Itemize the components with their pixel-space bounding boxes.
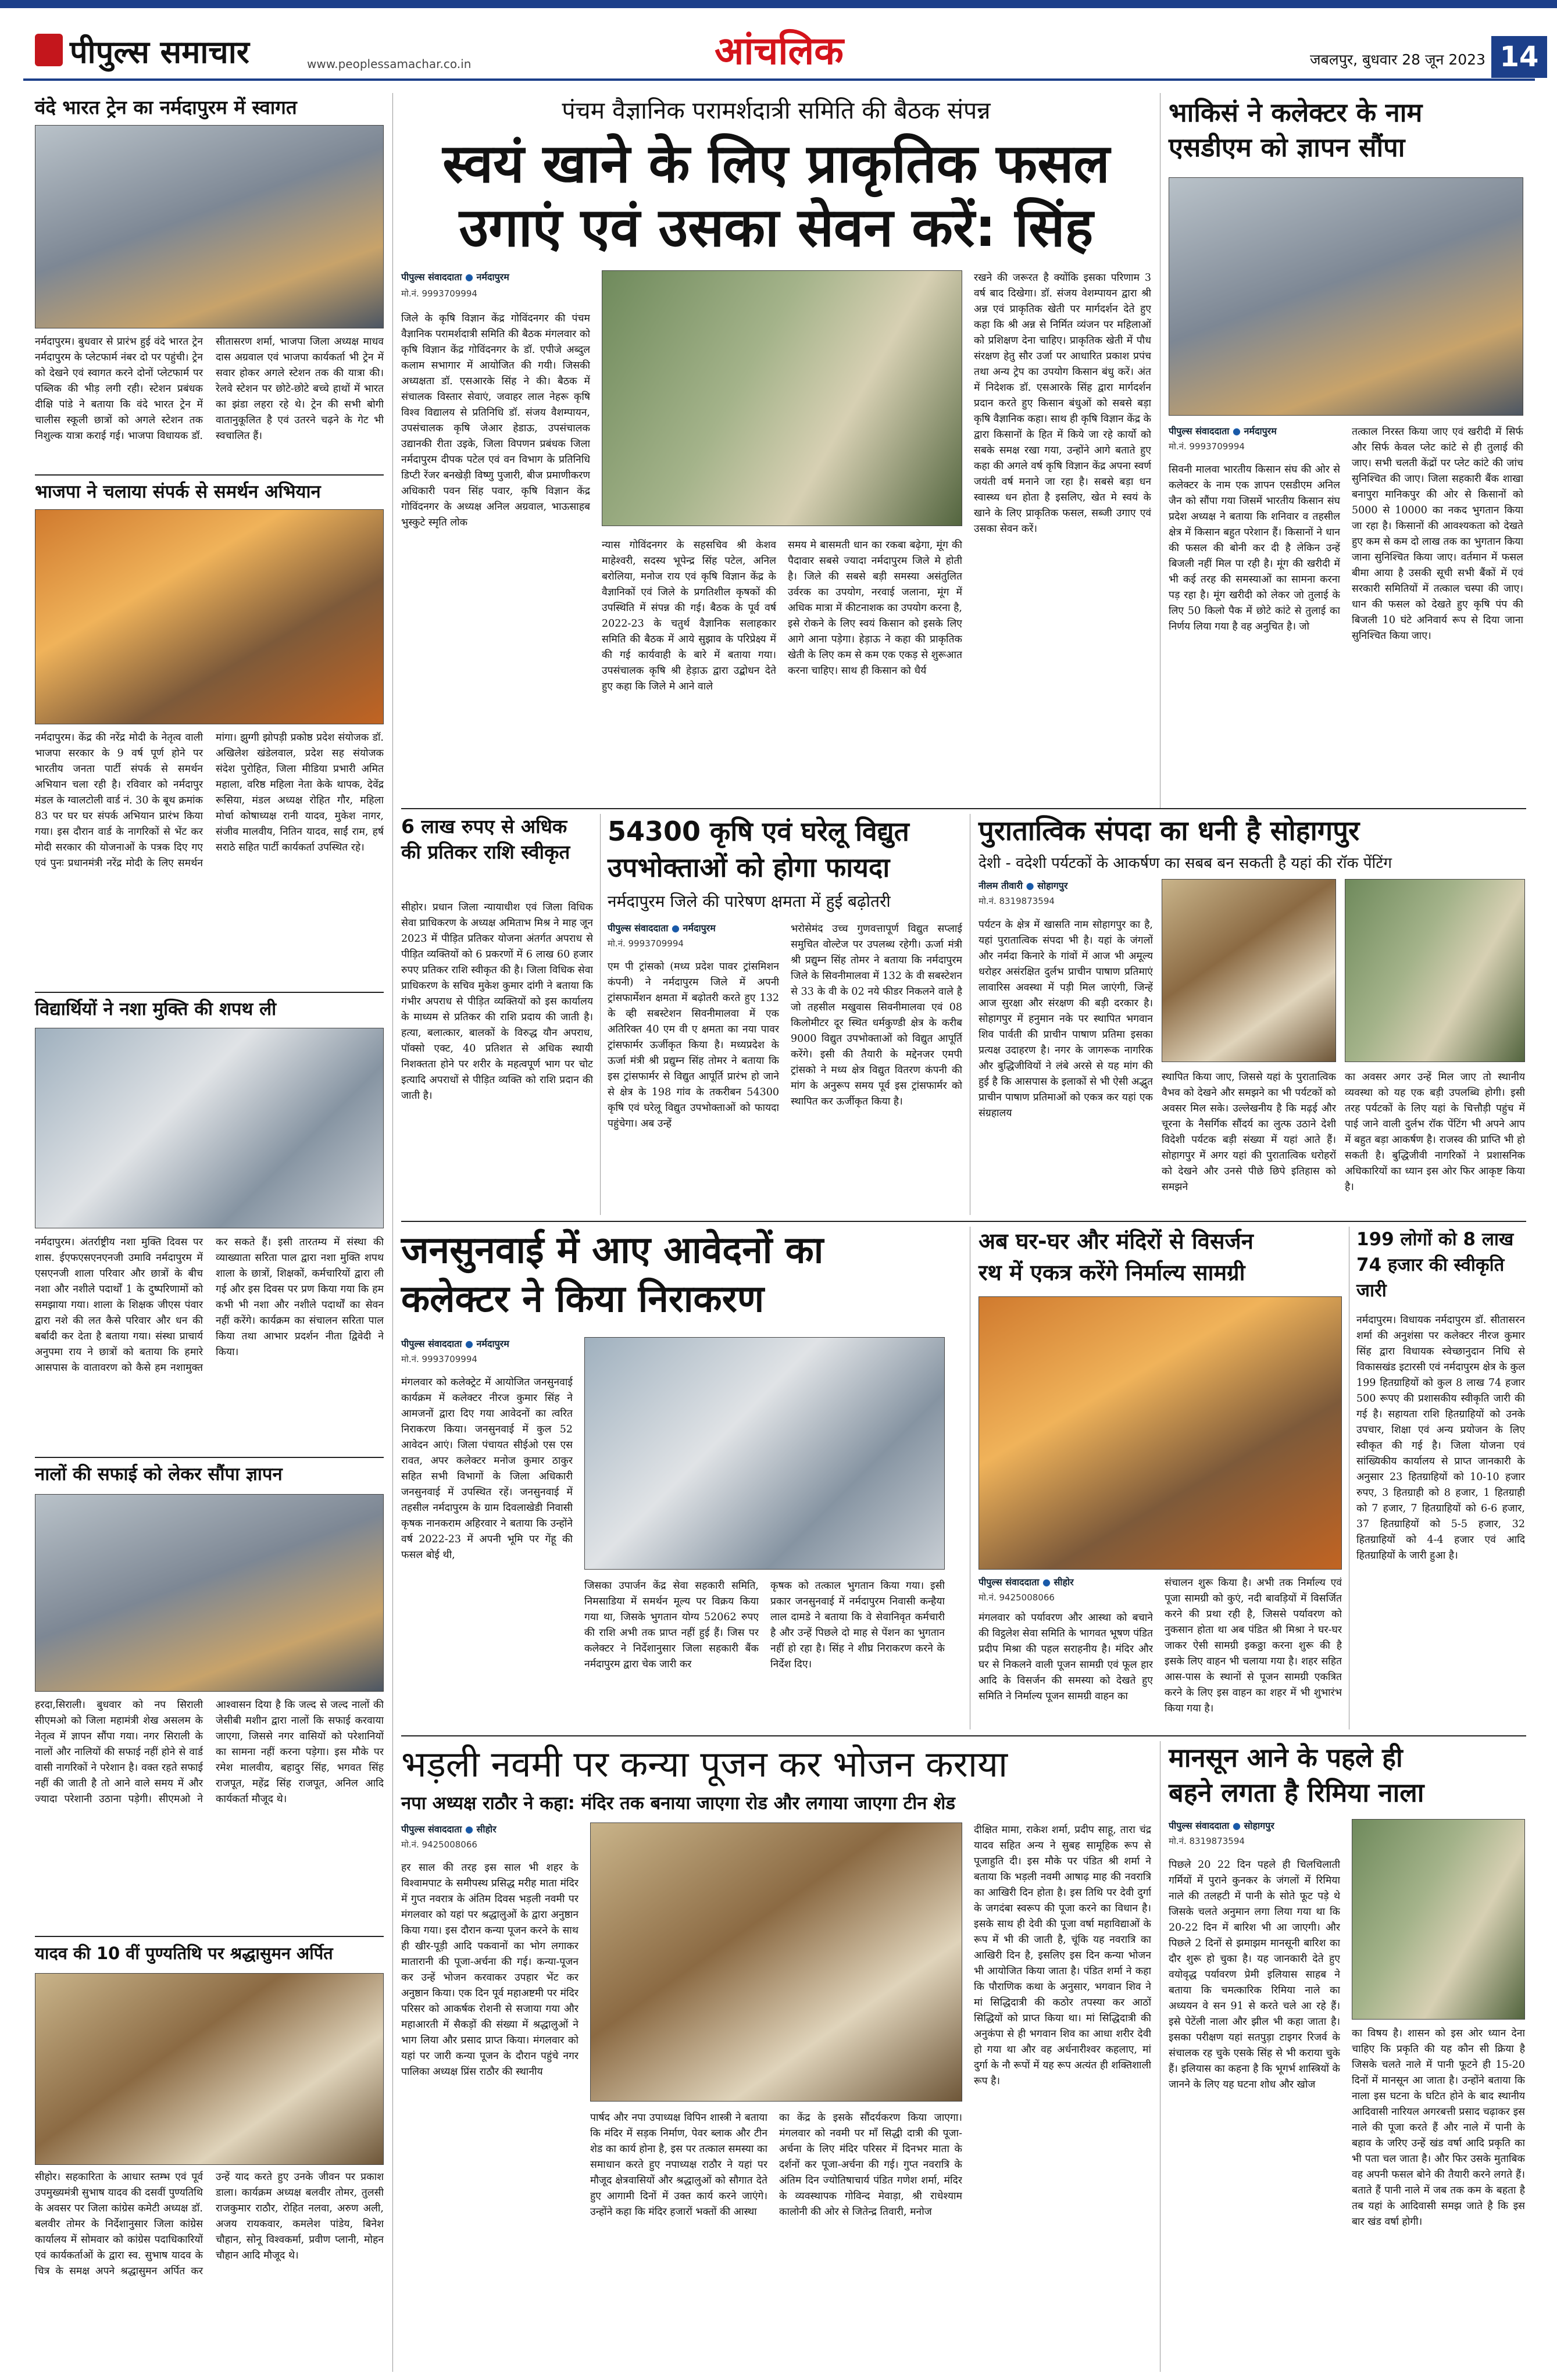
rule-5 — [401, 808, 1526, 809]
yadav-story — [35, 1942, 384, 2372]
rule-6 — [401, 1221, 1526, 1222]
bjp-story — [35, 480, 384, 986]
byline-name: पीपुल्स संवाददाता — [401, 1824, 462, 1835]
byline-dot-icon: ● — [465, 271, 473, 283]
monsoon-headline-1: मानसून आने के पहले ही — [1169, 1742, 1403, 1773]
heritage-sculpture-photo — [1162, 879, 1336, 1062]
compensation-body: सीहोर। प्रधान जिला न्यायाधीश एवं जिला विधिक सेवा प्राधिकरण के अध्यक्ष अमिताभ मिश्र ने माह जून 2023 में पीड़ित प्रतिकर योजना अंतर्गत अपराध से पीड़ित व्यक्तियों को 6 प्रकरणों में 6 लाख 60 हजार रुपए प्रतिकर राशि स्वीकृत की है। जिला विधिक सेवा प्राधिकरण के सचिव मुकेश कुमार दांगी ने बताया कि गंभीर अपराध से पीड़ित व्यक्तियों को इस कार्यालय के माध्यम से प्रतिकर की राशि प्रदाय की जाती है। हत्या, बलात्कार, बालकों के विरुद्ध यौन अपराध, पॉक्सो एक्ट, 40 प्रतिशत से अधिक स्थायी निशक्तता होने पर शरीर के महत्वपूर्ण भाग पर चोट इत्यादि अपराधों से पीड़ित व्यक्ति को राशि प्रदान की जाती है। — [401, 902, 593, 1102]
bjp-body: नर्मदापुरम। केंद्र की नरेंद्र मोदी के नेतृत्व वाली भाजपा सरकार के 9 वर्ष पूर्ण होने पर भारतीय जनता पार्टी संपर्क से समर्थन अभियान चला रही है। रविवार को नर्मदापुर मंडल के ग्वालटोली वार्ड नं. 30 के बूथ क्रमांक 83 पर घर घर संपर्क अभियान प्रारंभ किया गया। इस दौरान वार्ड के नागरिकों से भेंट कर मोदी सरकार की योजनाओं के पत्रक दिए गए एवं पुनः प्रधानमंत्री नरेंद्र मोदी के लिए समर्थन मांगा। झुग्गी झोपड़ी प्रकोष्ठ प्रदेश संयोजक डॉ. अखिलेश खंडेलवाल, प्रदेश सह संयोजक संदेश पुरोहित, जिला मीडिया प्रभारी अमित महाला, वरिष्ठ महिला नेता केके थापक, देवेंद्र रूसिया, मंडल अध्यक्ष रोहित गौर, महिला मोर्चा कोषाध्यक्ष रानी यादव, मुकेश नागर, संजीव मालवीय, नितिन यादव, साईं राम, हर्ष सराठे सहित पार्टी कार्यकर्ता उपस्थित रहे। — [35, 732, 384, 869]
electric-mobile: मो.नं. 9993709994 — [608, 938, 684, 949]
immersion-body-a: मंगलवार को पर्यावरण और आस्था को बचाने की विट्ठलेश सेवा समिति के भागवत भूषण पंडित प्रदीप मिश्रा की पहल सराहनीय है। मंदिर और घर से निकलने वाली पूजन सामग्री एवं फूल हार आदि के विसर्जन की समस्या को देखते हुए समिति ने निर्माल्य पूजन सामग्री वाहन का — [979, 1612, 1153, 1702]
main-byline — [401, 270, 593, 299]
drains-story — [35, 1463, 384, 1945]
vande-body: नर्मदापुरम। बुधवार से प्रारंभ हुई वंदे भारत ट्रेन नर्मदापुरम के प्लेटफार्म नंबर दो पर पहुंची। ट्रेन को देखने एवं स्वागत करने दोनों प्लेटफार्म पर पब्लिक की भीड़ लगी रही। स्टेशन प्रबंधक दीक्षि पांडे ने बताया कि वंदे भारत ट्रेन में चालीस स्कूली छात्रों को अगले स्टेशन तक निशुल्क यात्रा कराई गई। भाजपा विधायक डॉ. सीतासरण शर्मा, भाजपा जिला अध्यक्ष माधव दास अग्रवाल एवं भाजपा कार्यकर्ता भी ट्रेन में सवार होकर अगले स्टेशन तक की यात्रा की। रेलवे स्टेशन पर छोटे-छोटे बच्चे हाथों में भारत का झंडा लहरा रहे थे। ट्रेन की सभी बोगी वातानुकूलित है एवं उतरने चढ़ने के गेट भी स्वचालित हैं। — [35, 336, 384, 442]
byline-place: सोहागपुर — [1037, 880, 1068, 891]
immersion-headline-2: रथ में एकत्र करेंगे निर्माल्य सामग्री — [979, 1260, 1245, 1285]
electric-body-b: भरोसेमंद उच्च गुणवत्तापूर्ण विद्युत सप्लाई समुचित वोल्टेज पर उपलब्ध रहेगी। ऊर्जा मंत्री श्री प्रद्युम्न सिंह तोमर ने बताया कि नर्मदापुरम जिले के सिवनीमालवा में 132 के वी सबस्टेशन से 33 के वी के 02 नये फीडर निकलने वाले है जो तहसील मखुवास सिवनीमालवा एवं 08 किलोमीटर दूर स्थित धर्मकुण्डी क्षेत्र के करीब 9000 विद्युत उपभोक्ताओं को विद्युत आपूर्ति करेंगे। इसी की तैयारी के मद्देनजर एमपी ट्रांसको ने मध्य क्षेत्र विद्युत वितरण कंपनी की मांग के अनुरूप समय पूर्व इस ट्रांसफार्मर को स्थापित कर ऊर्जीकृत किया है। — [791, 923, 962, 1107]
hearing-body-a: मंगलवार को कलेक्ट्रेट में आयोजित जनसुनवाई कार्यक्रम में कलेक्टर नीरज कुमार सिंह ने आमजनों द्वारा दिए गया आवेदनों का त्वरित निराकरण किया। जनसुनवाई में कुल 52 आवेदन आएं। जिला पंचायत सीईओ एस एस रावत, अपर कलेक्टर मनोज कुमार ठाकुर सहित सभी विभागों के जिला अधिकारी जनसुनवाई में उपस्थित रहें। जनसुनवाई में तहसील नर्मदापुरम के ग्राम दिवलाखेडी निवासी कृषक नानकराम अहिरवार ने बताया कि उन्होंने वर्ष 2022-23 में अपनी भूमि पर गेंहू की फसल बोई थी, — [401, 1377, 573, 1561]
students-headline: विद्यार्थियों ने नशा मुक्ति की शपथ ली — [35, 999, 277, 1020]
rule-1 — [35, 474, 384, 476]
approval-headline: 199 लोगों को 8 लाख 74 हजार की स्वीकृति जारी — [1356, 1229, 1514, 1301]
heritage-story — [979, 814, 1525, 1215]
immersion-body-b: संचालन शुरू किया है। अभी तक निर्माल्य एवं पूजा सामग्री को कुएं, नदी बावड़ियों में विसर्जित करने की प्रथा रही है, जिससे पर्यावरण को नुकसान होता था अब पंडित श्री मिश्रा ने घर-घर जाकर ऐसी सामग्री इकठ्ठा करना शुरू की है इसके लिए वाहन भी चलाया गया है। शहर सहित आस-पास के स्थानों से पूजन सामग्री एकत्रित करने के लिए इस वाहन का शहर में भी शुभारंभ किया गया है। — [1165, 1577, 1342, 1714]
students-story — [35, 998, 384, 1451]
byline-name: पीपुल्स संवाददाता — [401, 271, 462, 283]
hearing-headline-1: जनसुनवाई में आए आवेदनों का — [401, 1229, 824, 1272]
vande-headline: वंदे भारत ट्रेन का नर्मदापुरम में स्वागत — [35, 96, 297, 119]
electric-byline — [608, 921, 782, 949]
bjp-photo — [35, 509, 384, 724]
monsoon-body-a: पिछले 20 22 दिन पहले ही चिलचिलाती गर्मियों में पुराने कुनकर के जंगलों में रिमिया नाले की तलहटी में पानी के सोते फूट पड़े थे जिसके चलते अनुमान लगा लिया गया था कि 20-22 दिन में बारिश भी आ जाएगी। और पिछले 2 दिनों से झमाझम मानसूनी बारिश का दौर शुरू हो चुका है। यह जानकारी देते हुए वयोवृद्ध पर्यावरण प्रेमी इलियास साहब ने बताया कि चमत्कारिक रिमिया नाले का अध्ययन वे सन 91 से करते चले आ रहे हैं। इसे पेटेंली नाला और झील भी कहा जाता है। इसका परीक्षण यहां सतपुड़ा टाइगर रिजर्व के संचालक रह चुके एसके सिंह से भी कराया चुके हैं। इलियास का कहना है कि भूगर्भ शास्त्रियों के जानने के लिए यह घटना शोध और खोज — [1169, 1859, 1340, 2090]
main-body-b: न्यास गोविंदनगर के सहसचिव श्री केशव माहेश्वरी, सदस्य भूपेन्द्र सिंह पटेल, अनिल बरोलिया, मनोज राय एवं कृषि विज्ञान केंद्र के वैज्ञानिकों एवं जिले के प्रगतिशील कृषकों की उपस्थिति में संपन्न की गई। बैठक के पूर्व वर्ष 2022-23 के चतुर्थ वैज्ञानिक सलाहकार समिति की बैठक में आये सुझाव के परिप्रेक्ष्य में की गई कार्यवाही के बारे में बताया गया। उपसंचालक कृषि श्री हेड़ाऊ द्वारा उद्बोधन देते हुए कहा कि जिले मे आने वाले — [602, 539, 776, 692]
main-story — [401, 96, 1151, 805]
hearing-body-c: कृषक को तत्काल भुगतान किया गया। इसी प्रकार जनसुनवाई में नर्मदापुरम निवासी कन्हैया लाल दामडे ने बताया कि वे सेवानिवृत कर्मचारी है और उन्हें पिछले दो माह से पेंशन का भुगतान नहीं हो रहा है। सिंह ने शीघ्र निराकरण करने के निर्देश दिए। — [770, 1580, 945, 1670]
navami-headline: भड़ली नवमी पर कन्या पूजन कर भोजन कराया — [401, 1743, 1008, 1785]
hearing-story — [401, 1227, 945, 1729]
logo-badge-icon — [35, 34, 63, 66]
navami-mobile: मो.नं. 9425008066 — [401, 1839, 477, 1850]
bhakisan-body-b: तत्काल निरस्त किया जाए एवं खरीदी में सिर्फ और सिर्फ केवल प्लेट कांटे से ही तुलाई की जाए। सभी चलती केंद्रों पर प्लेट कांटे की जांच सुनिश्चित की जाए। जिला सहकारी बैंक शाखा बनापुरा मानिकपुर की ओर से किसानों को 5000 से 10000 का नकद भुगतान किया जा रहा है। किसानों की आवश्यकता को देखते हुए कम से कम दो लाख तक का भुगतान किया जाना सुनिश्चित किया जाए। वर्तमान में फसल बीमा आया है उसकी सूची सभी बैंकों में एवं सरकारी समितियों में तत्काल चस्पा की जाए। धान की फसल को देखते हुए कृषि पंप की बिजली 10 घंटे अनिवार्य रूप से दिया जाना सुनिश्चित किया जाए। — [1352, 426, 1523, 642]
main-body-c: समय मे बासमती धान का रकबा बढ़ेगा, मूंग की पैदावार सबसे ज्यादा नर्मदापुरम जिले मे होती है। जिले की सबसे बड़ी समस्या असंतुलित उर्वरक का उपयोग, नरवाई जलाना, मूंग में अधिक मात्रा में कीटनाशक का उपयोग करना है, इसे रोकने के लिए स्वयं किसान को इसके लिए आगे आना पड़ेगा। हेड़ाऊ ने कहा की प्राकृतिक खेती के लिए कम से कम एक एकड़ से शुरूआत करना चाहिए। साथ ही किसान को धैर्य — [788, 539, 962, 677]
hearing-mobile: मो.नं. 9993709994 — [401, 1354, 477, 1364]
electric-headline-1: 54300 कृषि एवं घरेलू विद्युत — [608, 816, 909, 847]
compensation-story — [401, 814, 593, 1215]
electric-subhead: नर्मदापुरम जिले की पारेषण क्षमता में हुई बढ़ोतरी — [608, 892, 891, 911]
heritage-body-b: स्थापित किया जाए, जिससे यहां के पुरातात्विक वैभव को देखने और समझने का भी पर्यटकों को अवसर मिल सके। उल्लेखनीय है कि मढ़ई और चूरना के नैसर्गिक सौंदर्य का लुत्फ उठाने देशी विदेशी पर्यटक बड़ी संख्या में यहां आते हैं। सोहागपुर में अगर यहां की पुरातात्विक धरोहरों को देखने और उनसे पीछे छिपे इतिहास को समझने — [1162, 1071, 1336, 1193]
byline-name: पीपुल्स संवाददाता — [401, 1338, 462, 1349]
electric-headline-2: उपभोक्ताओं को होगा फायदा — [608, 852, 890, 883]
byline-place: सीहोर — [476, 1824, 497, 1835]
rule-7 — [401, 1735, 1526, 1736]
navami-body-c: का केंद्र के इसके सौंदर्यकरण किया जाएगा। मंगलवार को नवमी पर माँ सिद्धी दात्री की पूजा-अर्चना के लिए मंदिर परिसर में दिनभर माता के दर्शनों कर पूजा-अर्चना की गई। गुप्त नवरात्रि के अंतिम दिन ज्योतिषाचार्य पंडित गणेश शर्मा, मंदिर के व्यवस्थापक गोविन्द मेवाड़ा, श्री राधेश्याम कालोनी की ओर से जितेन्द्र तिवारी, मनोज — [779, 2112, 962, 2218]
monsoon-headline-2: बहने लगता है रिमिया नाला — [1169, 1777, 1424, 1808]
byline-name: पीपुल्स संवाददाता — [1169, 426, 1230, 437]
byline-place: नर्मदापुरम — [1244, 426, 1277, 437]
byline-place: नर्मदापुरम — [683, 923, 716, 934]
yadav-photo — [35, 1973, 384, 2165]
byline-name: पीपुल्स संवाददाता — [608, 923, 669, 934]
heritage-subhead: देशी - वदेशी पर्यटकों के आकर्षण का सबब बन सकती है यहां की रॉक पेंटिंग — [979, 855, 1392, 872]
bhakisan-mobile: मो.नं. 9993709994 — [1169, 441, 1245, 452]
heritage-landscape-photo — [1345, 879, 1525, 1062]
hearing-headline-2: कलेक्टर ने किया निराकरण — [401, 1278, 765, 1321]
hearing-body-b: जिसका उपार्जन केंद्र सेवा सहकारी समिति, निमसाडिया में समर्थन मूल्य पर विक्रय किया गया था, जिसके भुगतान योग्य 52062 रुपए की राशि अभी तक प्राप्त नहीं हुई हैं। जिस पर कलेक्टर ने निर्देशानुसार जिला सहकारी बैंक नर्मदापुरम द्वारा चेक जारी कर — [584, 1580, 759, 1670]
navami-body-b: पार्षद और नपा उपाध्यक्ष विपिन शास्त्री ने बताया कि मंदिर में सड़क निर्माण, पेवर ब्लाक और टीन शेड का कार्य होना है, इस पर तत्काल समस्या का समाधान करते हुए नपाध्यक्ष राठौर ने यहां पर मौजूद क्षेत्रवासियों और श्रद्धालुओं को सौगात देते हुए आगामी दिनों में उक्त कार्य करने जाएंगे। उन्होंने कहा कि मंदिर हजारों भक्तों की आस्था — [590, 2112, 767, 2218]
monsoon-photo — [1352, 1819, 1525, 2020]
drains-body: हरदा,सिराली। बुधवार को नप सिराली सीएमओ को जिला महामंत्री शेख असलम के नेतृत्व में ज्ञापन सौंपा गया। नगर सिराली के नालों और नालियों की सफाई नहीं होने से वार्ड वासी नागरिकों ने परेशान है। वक्त रहते सफाई नहीं की जाती है तो आने वाले समय में और ज्यादा परेशानी उठाना पड़ेगी। सीएमओ ने आश्वासन दिया है कि जल्द से जल्द नालों की जेसीबी मशीन द्वारा नालों कि सफाई करवाया जाएगा, जिससे नगर वासियों को परेशानियों का सामना नहीं करना पड़ेगा। इस मौके पर रमेश मालवीय, बहादुर सिंह, भगवत सिंह राजपूत, महेंद्र सिंह राजपूत, अनिल आदि कार्यकर्ता मौजूद थे। — [35, 1699, 384, 1805]
yadav-headline: यादव की 10 वीं पुण्यतिथि पर श्रद्धासुमन अर्पित — [35, 1943, 333, 1963]
bhakisan-story — [1169, 96, 1523, 805]
logo-text: पीपुल्स समाचार — [70, 34, 249, 70]
heritage-byline — [979, 879, 1153, 907]
vande-bharat-story — [35, 96, 384, 468]
masthead — [0, 0, 1557, 81]
heritage-body-c: का अवसर अगर उन्हें मिल जाए तो स्थानीय व्यवस्था को यह एक बड़ी उपलब्धि होगी। इसी तरह पर्यटकों के लिए यहां के चित्तौड़ी पहुंच में पाई जाने वाली दुर्लभ रॉक पेंटिंग भी अपने आप में बहुत बड़ा आकर्षण है। राजस्व की प्राप्ति भी हो सकती है। बुद्धिजीवी नागरिकों ने प्रशासनिक अधिकारियों का ध्यान इस ओर फिर आकृष्ट किया है। — [1345, 1071, 1525, 1193]
byline-dot-icon: ● — [671, 923, 680, 934]
bhakisan-photo — [1169, 177, 1523, 416]
navami-photo — [590, 1822, 962, 2102]
electric-story — [608, 814, 962, 1215]
rule-2 — [35, 992, 384, 993]
monsoon-mobile: मो.नं. 8319873594 — [1169, 1836, 1245, 1846]
main-body-d: रखने की जरूरत है क्योंकि इसका परिणाम 3 वर्ष बाद दिखेगा। डॉ. संजय वेशम्पायन द्वारा श्री अन्न एवं प्राकृतिक खेती पर मार्गदर्शन देते हुए कहा कि श्री अन्न से निर्मित व्यंजन पर महिलाओं को प्रशिक्षण देना चाहिए। प्राकृतिक खेती में पौध संरक्षण हेतु सौर उर्जा पर आधारित प्रकाश प्रपंच तथा अन्य ट्रेप का उपयोग किसान बंधु करें। अंत में निदेशक डॉ. एसआरके सिंह द्वारा मार्गदर्शन प्रदान करते हुए किसान बंधुओं को सबसे बड़ा कृषि वैज्ञानिक कहा। साथ ही कृषि विज्ञान केंद्र के द्वारा किसानों के हित में किये जा रहे कार्यो को सबके समक्ष रखा गया, उन्होंने आगे बताते हुए कहा की अगले वर्ष कृषि विज्ञान केंद्र अपना स्वर्ण जयंती वर्ष मनाने जा रहा है। सबसे बड़ा धन स्वास्थ्य धन होता है इसलिए, खेत मे स्वयं के खाने के लिए प्राकृतिक फसल, सब्जी उगाए एवं उसका सेवन करें। — [974, 272, 1151, 535]
rule-3 — [35, 1457, 384, 1458]
drains-headline: नालों की सफाई को लेकर सौंपा ज्ञापन — [35, 1464, 283, 1485]
approval-body: नर्मदापुरम। विधायक नर्मदापुरम डॉ. सीतासरन शर्मा की अनुशंसा पर कलेक्टर नीरज कुमार सिंह द्वारा विधायक स्वेच्छानुदान निधि से विकासखंड इटारसी एवं नर्मदापुरम क्षेत्र के कुल 199 हितग्राहियों को कुल 8 लाख 74 हजार 500 रूपए की प्रशासकीय स्वीकृति जारी की गई है। सहायता राशि हितग्राहियों को उनके उपचार, शिक्षा एवं अन्य प्रयोजन के लिए स्वीकृत की गई है। जिला योजना एवं सांख्यिकीय कार्यालय से प्राप्त जानकारी के अनुसार 23 हितग्राहियों को 10-10 हजार रुपए, 3 हितग्राही को 8 हजार, 1 हितग्राही को 7 हजार, 7 हितग्राहियों को 6-6 हजार, 37 हितग्राहियों को 5-5 हजार, 32 हितग्राहियों को 4-4 हजार एवं आदि हितग्राहियों के जारी हुआ है। — [1356, 1314, 1525, 1561]
column-divider-3 — [600, 814, 601, 1215]
byline-place: सीहोर — [1054, 1577, 1074, 1588]
main-mobile: मो.नं. 9993709994 — [401, 288, 477, 299]
byline-dot-icon: ● — [1042, 1577, 1051, 1588]
heritage-headline: पुरातात्विक संपदा का धनी है सोहागपुर — [979, 815, 1360, 847]
students-body: नर्मदापुरम। अंतर्राष्ट्रीय नशा मुक्ति दिवस पर शास. ईएफएसएनएनजी उमावि नर्मदापुरम में एसएनजी शाला परिवार और छात्रों के बीच नशा और नशीले पदार्थों 1 के दुष्परिणामों को समझाया गया। शाला के शिक्षक जीएस पंवार द्वारा नशे की लत कैसे परिवार और धन की बर्बादी कर देता है बताया गया। संस्था प्राचार्य अनुपमा राय ने छात्रों को बताया कि हमारे आसपास के वातावरण को कैसे हम नशामुक्त कर सकते हैं। इसी तारतम्य में संस्था की व्याख्याता सरिता पाल द्वारा नशा मुक्ति शपथ शाला के छात्रों, शिक्षकों, कर्मचारियों द्वारा ली गई और इस दिवस पर प्रण किया गया कि हम कभी भी नशा और नशीले पदार्थों का सेवन नहीं करेंगे। कार्यक्रम का संचालन सरिता पाल किया तथा आभार प्रदर्शन नीता द्विवेदी ने किया। — [35, 1237, 384, 1374]
byline-dot-icon: ● — [465, 1824, 473, 1835]
immersion-headline-1: अब घर-घर और मंदिरों से विसर्जन — [979, 1228, 1254, 1254]
column-divider-1 — [392, 93, 393, 2372]
electric-body-a: एम पी ट्रांसको (मध्य प्रदेश पावर ट्रांसमिशन कंपनी) ने नर्मदापुरम जिले में अपनी ट्रांसफार्मेशन क्षमता में बढ़ोतरी करते हुए 132 के व्ही सबस्टेशन सिवनीमालवा में एक अतिरिक्त 40 एम वी ए क्षमता का नया पावर ट्रांसफार्मर ऊर्जीकृत किया है। मध्यप्रदेश के ऊर्जा मंत्री श्री प्रद्युम्न सिंह तोमर ने बताया कि इस ट्रांसफार्मर से विद्युत आपूर्ति प्रारंभ हो जाने से क्षेत्र के 198 गांव के तकरीबन 54300 कृषि एवं घरेलू विद्युत उपभोक्ताओं को फायदा पहुंचेगा। अब उन्हें — [608, 961, 779, 1130]
main-meeting-photo — [602, 270, 962, 526]
masthead-website[interactable]: www.peoplessamachar.co.in — [307, 57, 472, 71]
compensation-headline: 6 लाख रुपए से अधिक की प्रतिकर राशि स्वीकृत — [401, 815, 570, 863]
hearing-photo — [584, 1337, 945, 1570]
bhakisan-headline-2: एसडीएम को ज्ञापन सौंपा — [1169, 132, 1405, 163]
navami-body-d: दीक्षित मामा, राकेश शर्मा, प्रदीप साहू, तारा चंद्र यादव सहित अन्य ने सुबह सामूहिक रूप से पूजाहुति दी। इस मौके पर पंडित श्री शर्मा ने बताया कि भड़ली नवमी आषाढ़ माह की नवरात्रि का आखिरी दिन होता है। इस तिथि पर देवी दुर्गा के जगदंबा स्वरूप की पूजा करने का विधान है। इसके साथ ही देवी की पूजा वर्षा महाविद्याओं के रूप में भी की जाती है, चूंकि यह नवरात्रि का आखिरी दिन है, इसलिए इस दिन कन्या भोजन भी आयोजित किया जाता है। पंडित शर्मा ने कहा कि पौराणिक कथा के अनुसार, भगवान शिव ने मां सिद्धिदात्री की कठोर तपस्या कर आठों सिद्धियों को प्राप्त किया था। मां सिद्धिदात्री की अनुकंपा से ही भगवान शिव का आधा शरीर देवी हो गया था और वह अर्धनारीश्वर कहलाए, मां दुर्गा के नौ रूपों में यह रूप अत्यंत ही शक्तिशाली रूप है। — [974, 1824, 1151, 2087]
byline-dot-icon: ● — [465, 1338, 473, 1349]
main-headline-2: उगाएं एवं उसका सेवन करें: सिंह — [459, 196, 1094, 259]
immersion-photo — [979, 1296, 1342, 1570]
vande-train-photo — [35, 125, 384, 328]
byline-place: नर्मदापुरम — [476, 1338, 509, 1349]
byline-dot-icon: ● — [1232, 426, 1241, 437]
students-photo — [35, 1028, 384, 1228]
heritage-mobile: मो.नं. 8319873594 — [979, 896, 1055, 906]
main-kicker: पंचम वैज्ञानिक परामर्शदात्री समिति की बैठक संपन्न — [562, 97, 991, 124]
drains-photo — [35, 1494, 384, 1692]
navami-byline — [401, 1822, 587, 1850]
masthead-bottom-rule — [23, 78, 1535, 81]
section-title: आंचलिक — [715, 28, 844, 73]
navami-body-a: हर साल की तरह इस साल भी शहर के विश्वामपाट के समीपस्थ प्रसिद्ध मरीह माता मंदिर में गुप्त नवरात्र के अंतिम दिवस भड़ली नवमी पर मंगलवार को यहां पर श्रद्धालुओं के द्वारा अनुष्ठान किया गया। इस दौरान कन्या पूजन करने के साथ ही खीर-पूड़ी आदि पकवानों का भोग लगाकर मातारानी की पूजा-अर्चना की गई। कन्या-पूजन कर उन्हें भोजन करवाकर उपहार भेंट कर अनुष्ठान किया। एक दिन पूर्व महाअष्टमी पर मंदिर परिसर को आकर्षक रोशनी से सजाया गया और महाआरती में सैकड़ों की संख्या में श्रद्धालुओं ने भाग लिया और प्रसाद प्राप्त किया। मंगलवार को यहां पर जारी कन्या पूजन के दौरान पहुंचे नगर पालिका अध्यक्ष प्रिंस राठौर की स्थानीय — [401, 1862, 578, 2078]
bjp-headline: भाजपा ने चलाया संपर्क से समर्थन अभियान — [35, 481, 321, 502]
main-body-a: जिले के कृषि विज्ञान केंद्र गोविंदनगर की पंचम वैज्ञानिक परामर्शदात्री समिति की बैठक मंगलवार को कृषि विज्ञान केंद्र गोविंदनगर के डॉ. एपीजे अब्दुल कलाम सभागार में आयोजित की गयी। जिसकी अध्यक्षता डॉ. एसआरके सिंह ने की। बैठक में संचालक विस्तार सेवाएं, जवाहर लाल नेहरू कृषि विश्व विद्यालय से प्रतिनिधि डॉ. संजय वैशम्पायन, उपसंचालक कृषि जेआर हेडाऊ, उपसंचालक उद्यानकी रीता उइके, जिला विपणन प्रबंधक जिला नर्मदापुरम दीपक पटेल एवं वन विभाग के प्रतिनिधि डिप्टी रेंजर बनखेड़ी विष्णु पुजारी, बीज प्रमाणीकरण अधिकारी पवन सिंह पवार, कृषि विज्ञान केंद्र गोविंदनगर के अध्यक्ष अनिल अग्रवाल, भाऊसाहब भुस्कुटे स्मृति लोक — [401, 313, 590, 528]
masthead-dateline: जबलपुर, बुधवार 28 जून 2023 — [1309, 51, 1485, 68]
monsoon-byline — [1169, 1819, 1349, 1847]
byline-name: पीपुल्स संवाददाता — [1169, 1820, 1230, 1831]
approval-story — [1356, 1227, 1525, 1729]
immersion-byline — [979, 1575, 1153, 1603]
bhakisan-body-a: सिवनी मालवा भारतीय किसान संघ की ओर से कलेक्टर के नाम एक ज्ञापन एसडीएम अनिल जैन को सौंपा गया जिसमें भारतीय किसान संघ प्रदेश अध्यक्ष ने बताया कि शनिवार व तहसील क्षेत्र में किसान बहुत परेशान हैं। किसानों ने धान की फसल की बोनी कर दी है लेकिन उन्हें बिजली नहीं मिल पा रही है। मूंग की खरीदी में भी कई तरह की समस्याओं का सामना करना पड़ रहा है। मूंग खरीदी को लेकर जो तुलाई के लिए 50 किलो पैक में छोटे कांटे से तुलाई का निर्णय लिया गया है वह अनुचित है। जो — [1169, 464, 1340, 632]
monsoon-body-b: का विषय है। शासन को इस ओर ध्यान देना चाहिए कि प्रकृति की यह कौन सी क्रिया है जिसके चलते नाले में पानी फूटने ही 15-20 दिनों में मानसून आ जाता है। उन्होंने बताया कि नाला इस घटना के घटित होने के बाद स्थानीय आदिवासी नारियल अगरबत्ती प्रसाद चढ़ाकर इस नाले की पूजा करते हैं और नाले में पानी के बहाव के जरिए उन्हें खंड वर्षा आदि प्रकृति का भी पता चल जाता है। और फिर उसके मुताबिक वह अपनी फसल बोने की तैयारी करने लगते हैं। बताते हैं पानी नाले में जब तक कम के बहता है तब यहां के आदिवासी समझ जाते है कि इस बार खंड वर्षा होगी। — [1352, 2028, 1525, 2228]
immersion-story — [979, 1227, 1342, 1729]
byline-place: सोहागपुर — [1244, 1820, 1274, 1831]
navami-story — [401, 1741, 1151, 2372]
heritage-body-a: पर्यटन के क्षेत्र में खासति नाम सोहागपुर का है, यहां पुरातात्विक संपदा भी है। यहां के जंगलों और नर्मदा किनारे के गांवों में आज भी अमूल्य धरोहर असंरक्षित दुर्लभ प्राचीन पाषाण प्रतिमाएं लावारिस अवस्था में पड़ी मिल जाएंगी, जिन्हें आज सुरक्षा और संरक्षण की बड़ी दरकार है। सोहागपुर में हनुमान नके पर स्थापित भगवान शिव पार्वती की प्राचीन पाषाण प्रतिमा इसका प्रत्यक्ष उदाहरण है। नगर के जागरूक नागरिक और बुद्धिजीवियों ने लंबे अरसे से यह मांग की हुई है कि आसपास के इलाकों से भी ऐसी अद्भुत प्राचीन पाषाण प्रतिमाओं को एकत्र कर यहां एक संग्रहालय — [979, 919, 1153, 1119]
monsoon-story — [1169, 1741, 1525, 2372]
page-number: 14 — [1491, 36, 1547, 78]
rule-4 — [35, 1936, 384, 1937]
byline-place: नर्मदापुरम — [476, 271, 509, 283]
bhakisan-byline — [1169, 424, 1343, 452]
main-headline-1: स्वयं खाने के लिए प्राकृतिक फसल — [442, 133, 1110, 195]
bhakisan-headline-1: भाकिसं ने कलेक्टर के नाम — [1169, 97, 1423, 128]
masthead-top-rule — [0, 0, 1557, 8]
hearing-byline — [401, 1337, 576, 1365]
navami-subhead: नपा अध्यक्ष राठौर ने कहा: मंदिर तक बनाया जाएगा रोड और लगाया जाएगा टीन शेड — [401, 1793, 955, 1814]
immersion-mobile: मो.नं. 9425008066 — [979, 1592, 1055, 1603]
yadav-body: सीहोर। सहकारिता के आधार स्तम्भ एवं पूर्व उपमुख्यमंत्री सुभाष यादव की दसवीं पुण्यतिथि के अवसर पर जिला कांग्रेस कमेटी अध्यक्ष डॉ. बलवीर तोमर के निर्देशानुसार जिला कांग्रेस कार्यालय में सोमवार को कांग्रेस पदाधिकारियों एवं कार्यकर्ताओं के द्वारा स्व. सुभाष यादव के चित्र के समक्ष अपने श्रद्धासुमन अर्पित कर उन्हें याद करते हुए उनके जीवन पर प्रकाश डाला। कार्यक्रम अध्यक्ष बलवीर तोमर, तुलसी राजकुमार राठौर, रोहित नलवा, अरुण अली, अजय रायकवार, कमलेश पांडेय, बिनेश चौहान, सोनू विश्वकर्मा, प्रवीण प्लानी, मोहन चौहान आदि मौजूद थे। — [35, 2171, 384, 2277]
byline-dot-icon: ● — [1026, 880, 1034, 891]
byline-dot-icon: ● — [1232, 1820, 1241, 1831]
heritage-byline-name: नीलम तीवारी — [979, 880, 1023, 891]
byline-name: पीपुल्स संवाददाता — [979, 1577, 1040, 1588]
